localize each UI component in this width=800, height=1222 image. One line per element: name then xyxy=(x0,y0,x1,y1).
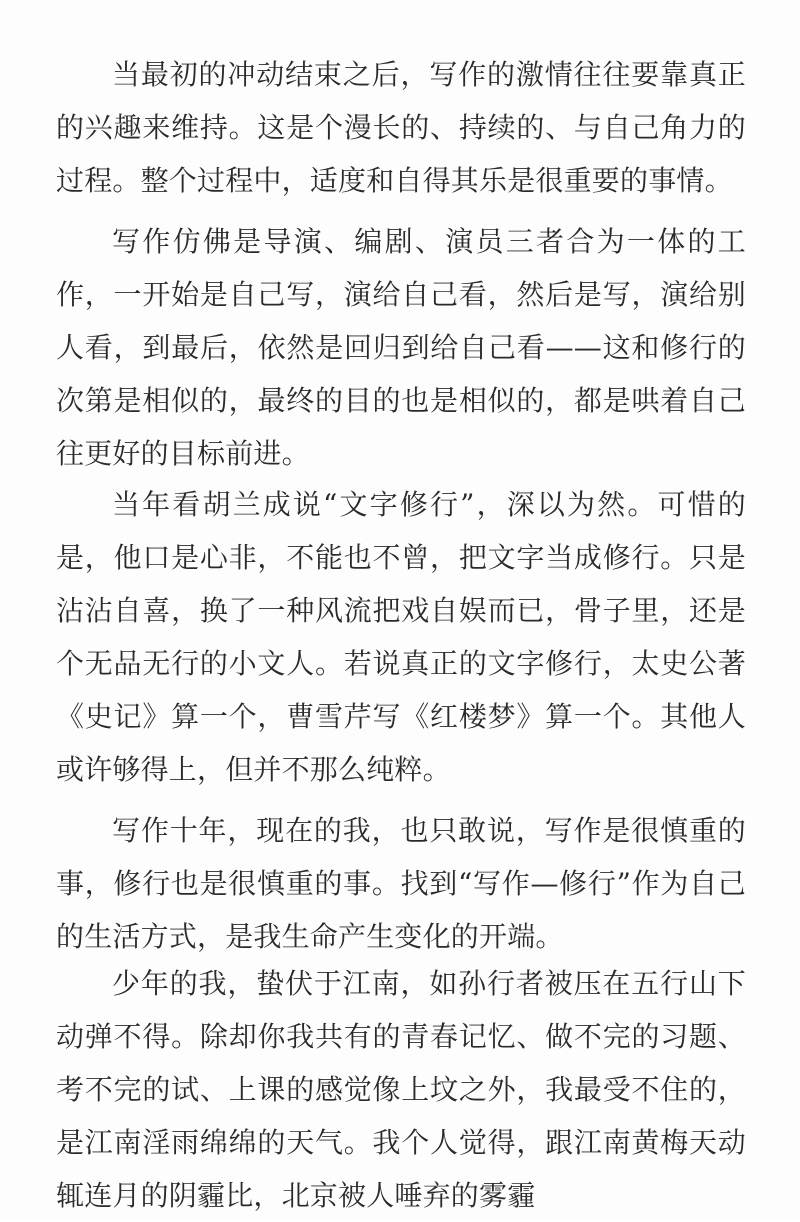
paragraph: 写作仿佛是导演、编剧、演员三者合为一体的工作，一开始是自己写，演给自己看，然后是写，演给别人看，到最后，依然是回归到给自己看——这和修行的次第是相似的，最终的目的也是相似的，都是哄着自己往更好的目标前进。 xyxy=(56,225,746,470)
text-section-3 xyxy=(56,957,746,1222)
paragraph: 少年的我，蛰伏于江南，如孙行者被压在五行山下动弹不得。除却你我共有的青春记忆、做不完的习题、考不完的试、上课的感觉像上坟之外，我最受不住的，是江南淫雨绵绵的天气。我个人觉得，跟江南黄梅天动辄连月的阴霾比，北京被人唾弃的雾霾 xyxy=(56,967,746,1212)
paragraph: 写作十年，现在的我，也只敢说，写作是很慎重的事，修行也是很慎重的事。找到“写作—修行”作为自己的生活方式，是我生命产生变化的开端。 xyxy=(56,814,746,953)
paragraph: 当年看胡兰成说“文字修行”，深以为然。可惜的是，他口是心非，不能也不曾，把文字当成修行。只是沾沾自喜，换了一种风流把戏自娱而已，骨子里，还是个无品无行的小文人。若说真正的文字修行，太史公著《史记》算一个，曹雪芹写《红楼梦》算一个。其他人或许够得上，但并不那么纯粹。 xyxy=(56,488,746,786)
paragraph: 当最初的冲动结束之后，写作的激情往往要靠真正的兴趣来维持。这是个漫长的、持续的、与自己角力的过程。整个过程中，适度和自得其乐是很重要的事情。 xyxy=(56,58,746,197)
text-section-2 xyxy=(56,478,746,963)
text-section-1 xyxy=(56,48,746,480)
